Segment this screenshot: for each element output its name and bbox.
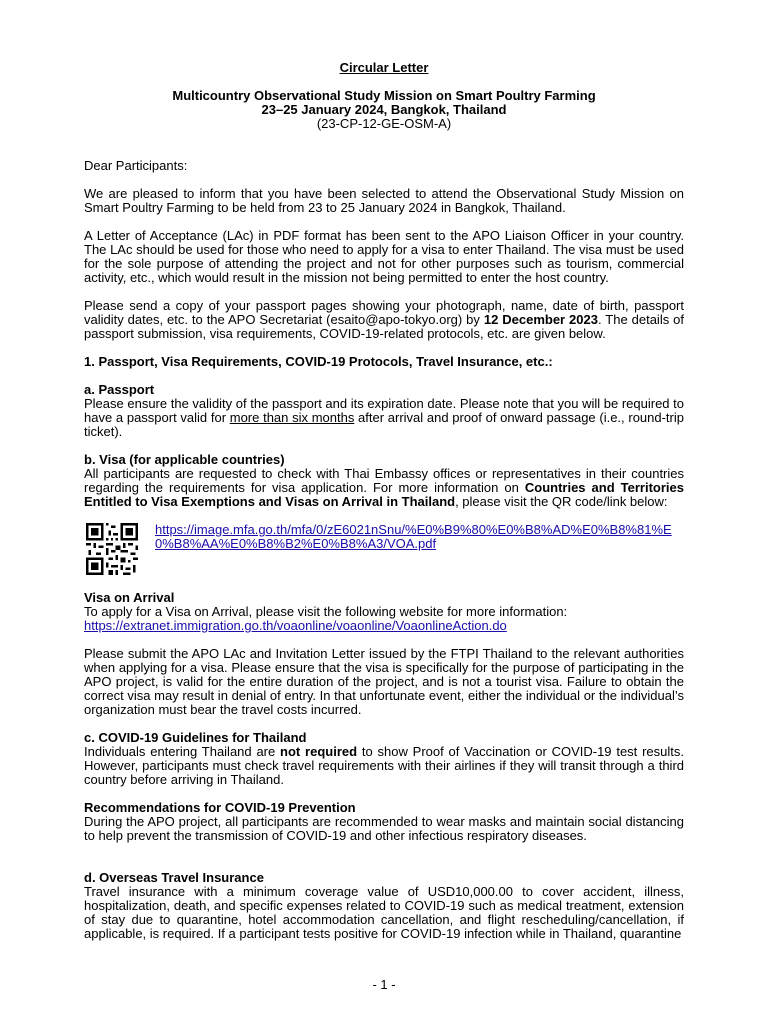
visa-on-arrival-text: To apply for a Visa on Arrival, please visit the following website for more information: xyxy=(84,604,568,619)
paragraph-passport-copy xyxy=(84,299,684,341)
passport-copy-text-2: . The details of passport submission, visa requirements, COVID-19-related protocols, etc. are given below. xyxy=(84,312,684,341)
visa-text-2: , please visit the QR code/link below: xyxy=(455,494,668,509)
travel-insurance-heading: d. Overseas Travel Insurance xyxy=(84,870,264,885)
passport-copy-text-1: Please send a copy of your passport pages showing your photograph, name, date of birth, passport validity dates, etc. to the APO Secretariat (esaito@apo-tokyo.org) by xyxy=(84,298,684,327)
passport-validity-emphasis: more than six months xyxy=(229,410,355,425)
visa-on-arrival-heading: Visa on Arrival xyxy=(84,590,175,605)
visa-exemptions-emphasis: Countries and Territories Entitled to Visa Exemptions and Visas on Arrival in Thailand xyxy=(84,480,684,509)
covid-guidelines-heading: c. COVID-19 Guidelines for Thailand xyxy=(84,730,307,745)
voa-pdf-link[interactable]: https://image.mfa.go.th/mfa/0/zE6021nSnu/%E0%B9%80%E0%B8%AD%E0%B8%81%E0%B8%AA%E0%B8%B2%E0%B8%A3/VOA.pdf xyxy=(155,522,672,551)
paragraph-lac: A Letter of Acceptance (LAc) in PDF format has been sent to the APO Liaison Officer in your country. The LAc should be used for those who need to apply for a visa to enter Thailand. The visa must be used for the sole purpose of attending the project and not for other purposes such as tourism, commercial activity, etc., which would result in the mission not being permitted to enter the host country. xyxy=(84,228,684,285)
section-1-heading: 1. Passport, Visa Requirements, COVID-19 Protocols, Travel Insurance, etc.: xyxy=(84,354,553,369)
travel-insurance-text: Travel insurance with a minimum coverage value of USD10,000.00 to cover accident, illness, hospitalization, death, and specific expenses related to COVID-19 such as medical treatment, extension of stay due to quarantine, hotel accommodation cancellation, and flight rescheduling/cancellation, if applicable, is required. If a participant tests positive for COVID-19 infection while in Thailand, quarantine xyxy=(84,884,684,941)
covid-recommendations-heading: Recommendations for COVID-19 Prevention xyxy=(84,800,356,815)
project-code: (23-CP-12-GE-OSM-A) xyxy=(316,116,452,131)
passport-deadline: 12 December 2023 xyxy=(483,312,598,327)
visa-heading: b. Visa (for applicable countries) xyxy=(84,452,285,467)
mission-title: Multicountry Observational Study Mission on Smart Poultry Farming xyxy=(172,88,596,103)
qr-code-icon[interactable] xyxy=(84,523,140,575)
covid-guidelines-text xyxy=(84,745,684,787)
paragraph-selection: We are pleased to inform that you have been selected to attend the Observational Study Mission on Smart Poultry Farming to be held from 23 to 25 January 2024 in Bangkok, Thailand. xyxy=(84,186,684,215)
page-number: - 1 - xyxy=(372,977,396,992)
salutation: Dear Participants: xyxy=(84,158,188,173)
visa-text-1: All participants are requested to check with Thai Embassy offices or representatives in their countries regarding the requirements for visa application. For more information on xyxy=(84,466,684,495)
passport-text-2: after arrival and proof of onward passage (i.e., round-trip ticket). xyxy=(84,410,684,439)
covid-not-required-emphasis: not required xyxy=(280,744,358,759)
passport-text xyxy=(84,397,684,439)
covid-text-2: to show Proof of Vaccination or COVID-19 test results. However, participants must check travel requirements with their airlines if they will transit through a third country before arriving in Thailand. xyxy=(84,744,684,787)
visa-text xyxy=(84,467,684,509)
letter-body xyxy=(84,61,684,941)
covid-text-1: Individuals entering Thailand are xyxy=(84,744,281,759)
passport-heading: a. Passport xyxy=(84,382,155,397)
qr-link-row xyxy=(84,523,684,575)
mission-dates-place: 23–25 January 2024, Bangkok, Thailand xyxy=(261,102,507,117)
voa-online-link[interactable]: https://extranet.immigration.go.th/voaonline/voaonline/VoaonlineAction.do xyxy=(84,618,507,633)
paragraph-visa-submission: Please submit the APO LAc and Invitation Letter issued by the FTPI Thailand to the relevant authorities when applying for a visa. Please ensure that the visa is specifically for the purpose of participating in the APO project, is valid for the entire duration of the project, and is not a tourist visa. Failure to obtain the correct visa may result in denial of entry. In that unfortunate event, either the individual or the individual’s organization must bear the travel costs incurred. xyxy=(84,646,684,717)
passport-text-1: Please ensure the validity of the passport and its expiration date. Please note that you will be required to have a passport valid for xyxy=(84,396,684,425)
covid-recommendations-text: During the APO project, all participants are recommended to wear masks and maintain social distancing to help prevent the transmission of COVID-19 and other infectious respiratory diseases. xyxy=(84,814,684,843)
letter-title: Circular Letter xyxy=(339,60,429,75)
